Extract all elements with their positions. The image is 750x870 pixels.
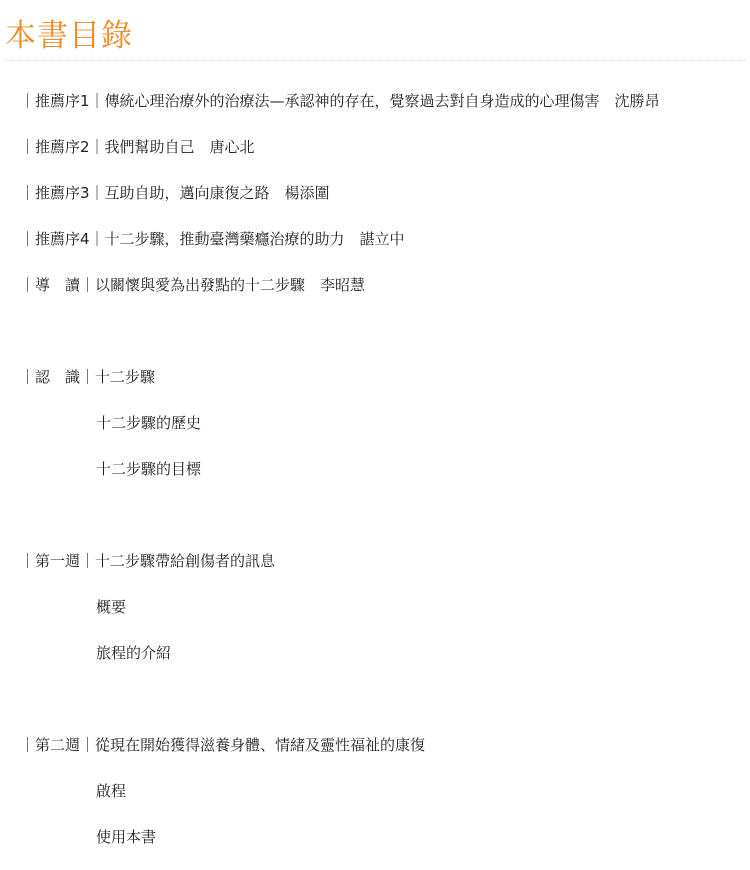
toc-entry-label: ｜導 讀｜ bbox=[20, 276, 96, 294]
toc-subentry-text: 十二步驟的目標 bbox=[96, 460, 202, 478]
toc-subentry[interactable] bbox=[20, 640, 745, 686]
toc-entry-foreword-2[interactable] bbox=[20, 134, 745, 180]
section-spacer bbox=[20, 502, 745, 548]
toc-entry-introduction[interactable] bbox=[20, 272, 745, 318]
toc-entry-label: ｜第一週｜ bbox=[20, 552, 96, 570]
toc-subentry[interactable] bbox=[20, 410, 745, 456]
section-spacer bbox=[20, 686, 745, 732]
toc-entry-week-1[interactable] bbox=[20, 548, 745, 594]
toc-subentry-text: 旅程的介紹 bbox=[96, 644, 172, 662]
toc-entry-text: 從現在開始獲得滋養身體、情緒及靈性福祉的康復 bbox=[95, 736, 426, 754]
toc-subentry[interactable] bbox=[20, 456, 745, 502]
toc-subentry[interactable] bbox=[20, 778, 745, 824]
toc-subentry-text: 啟程 bbox=[96, 782, 127, 800]
toc-entry-label: ｜第二週｜ bbox=[20, 736, 96, 754]
toc-entry-label: ｜推薦序1｜ bbox=[20, 92, 105, 110]
toc-subentry[interactable] bbox=[20, 594, 745, 640]
table-of-contents bbox=[20, 88, 745, 870]
toc-entry-text: 互助自助，邁向康復之路 楊添圍 bbox=[104, 184, 330, 202]
toc-entry-text: 十二步驟，推動臺灣藥癮治療的助力 諶立中 bbox=[104, 230, 405, 248]
toc-entry-text: 傳統心理治療外的治療法—承認神的存在，覺察過去對自身造成的心理傷害 沈勝昂 bbox=[104, 92, 660, 110]
toc-entry-label: ｜推薦序4｜ bbox=[20, 230, 105, 248]
toc-entry-foreword-1[interactable] bbox=[20, 88, 745, 134]
page-title: 本書目錄 bbox=[5, 18, 133, 54]
toc-entry-text: 十二步驟帶給創傷者的訊息 bbox=[95, 552, 276, 570]
toc-entry-label: ｜認 識｜ bbox=[20, 368, 96, 386]
toc-entry-understanding[interactable] bbox=[20, 364, 745, 410]
toc-entry-text: 我們幫助自己 唐心北 bbox=[104, 138, 255, 156]
toc-subentry-text: 十二步驟的歷史 bbox=[96, 414, 202, 432]
toc-subentry-text: 概要 bbox=[96, 598, 127, 616]
toc-entry-foreword-4[interactable] bbox=[20, 226, 745, 272]
section-spacer bbox=[20, 318, 745, 364]
toc-subentry[interactable] bbox=[20, 824, 745, 870]
toc-entry-foreword-3[interactable] bbox=[20, 180, 745, 226]
toc-entry-label: ｜推薦序2｜ bbox=[20, 138, 105, 156]
toc-entry-label: ｜推薦序3｜ bbox=[20, 184, 105, 202]
toc-entry-text: 十二步驟 bbox=[95, 368, 156, 386]
toc-entry-text: 以關懷與愛為出發點的十二步驟 李昭慧 bbox=[95, 276, 366, 294]
toc-entry-week-2[interactable] bbox=[20, 732, 745, 778]
toc-subentry-text: 使用本書 bbox=[96, 828, 157, 846]
page-header bbox=[5, 16, 745, 61]
